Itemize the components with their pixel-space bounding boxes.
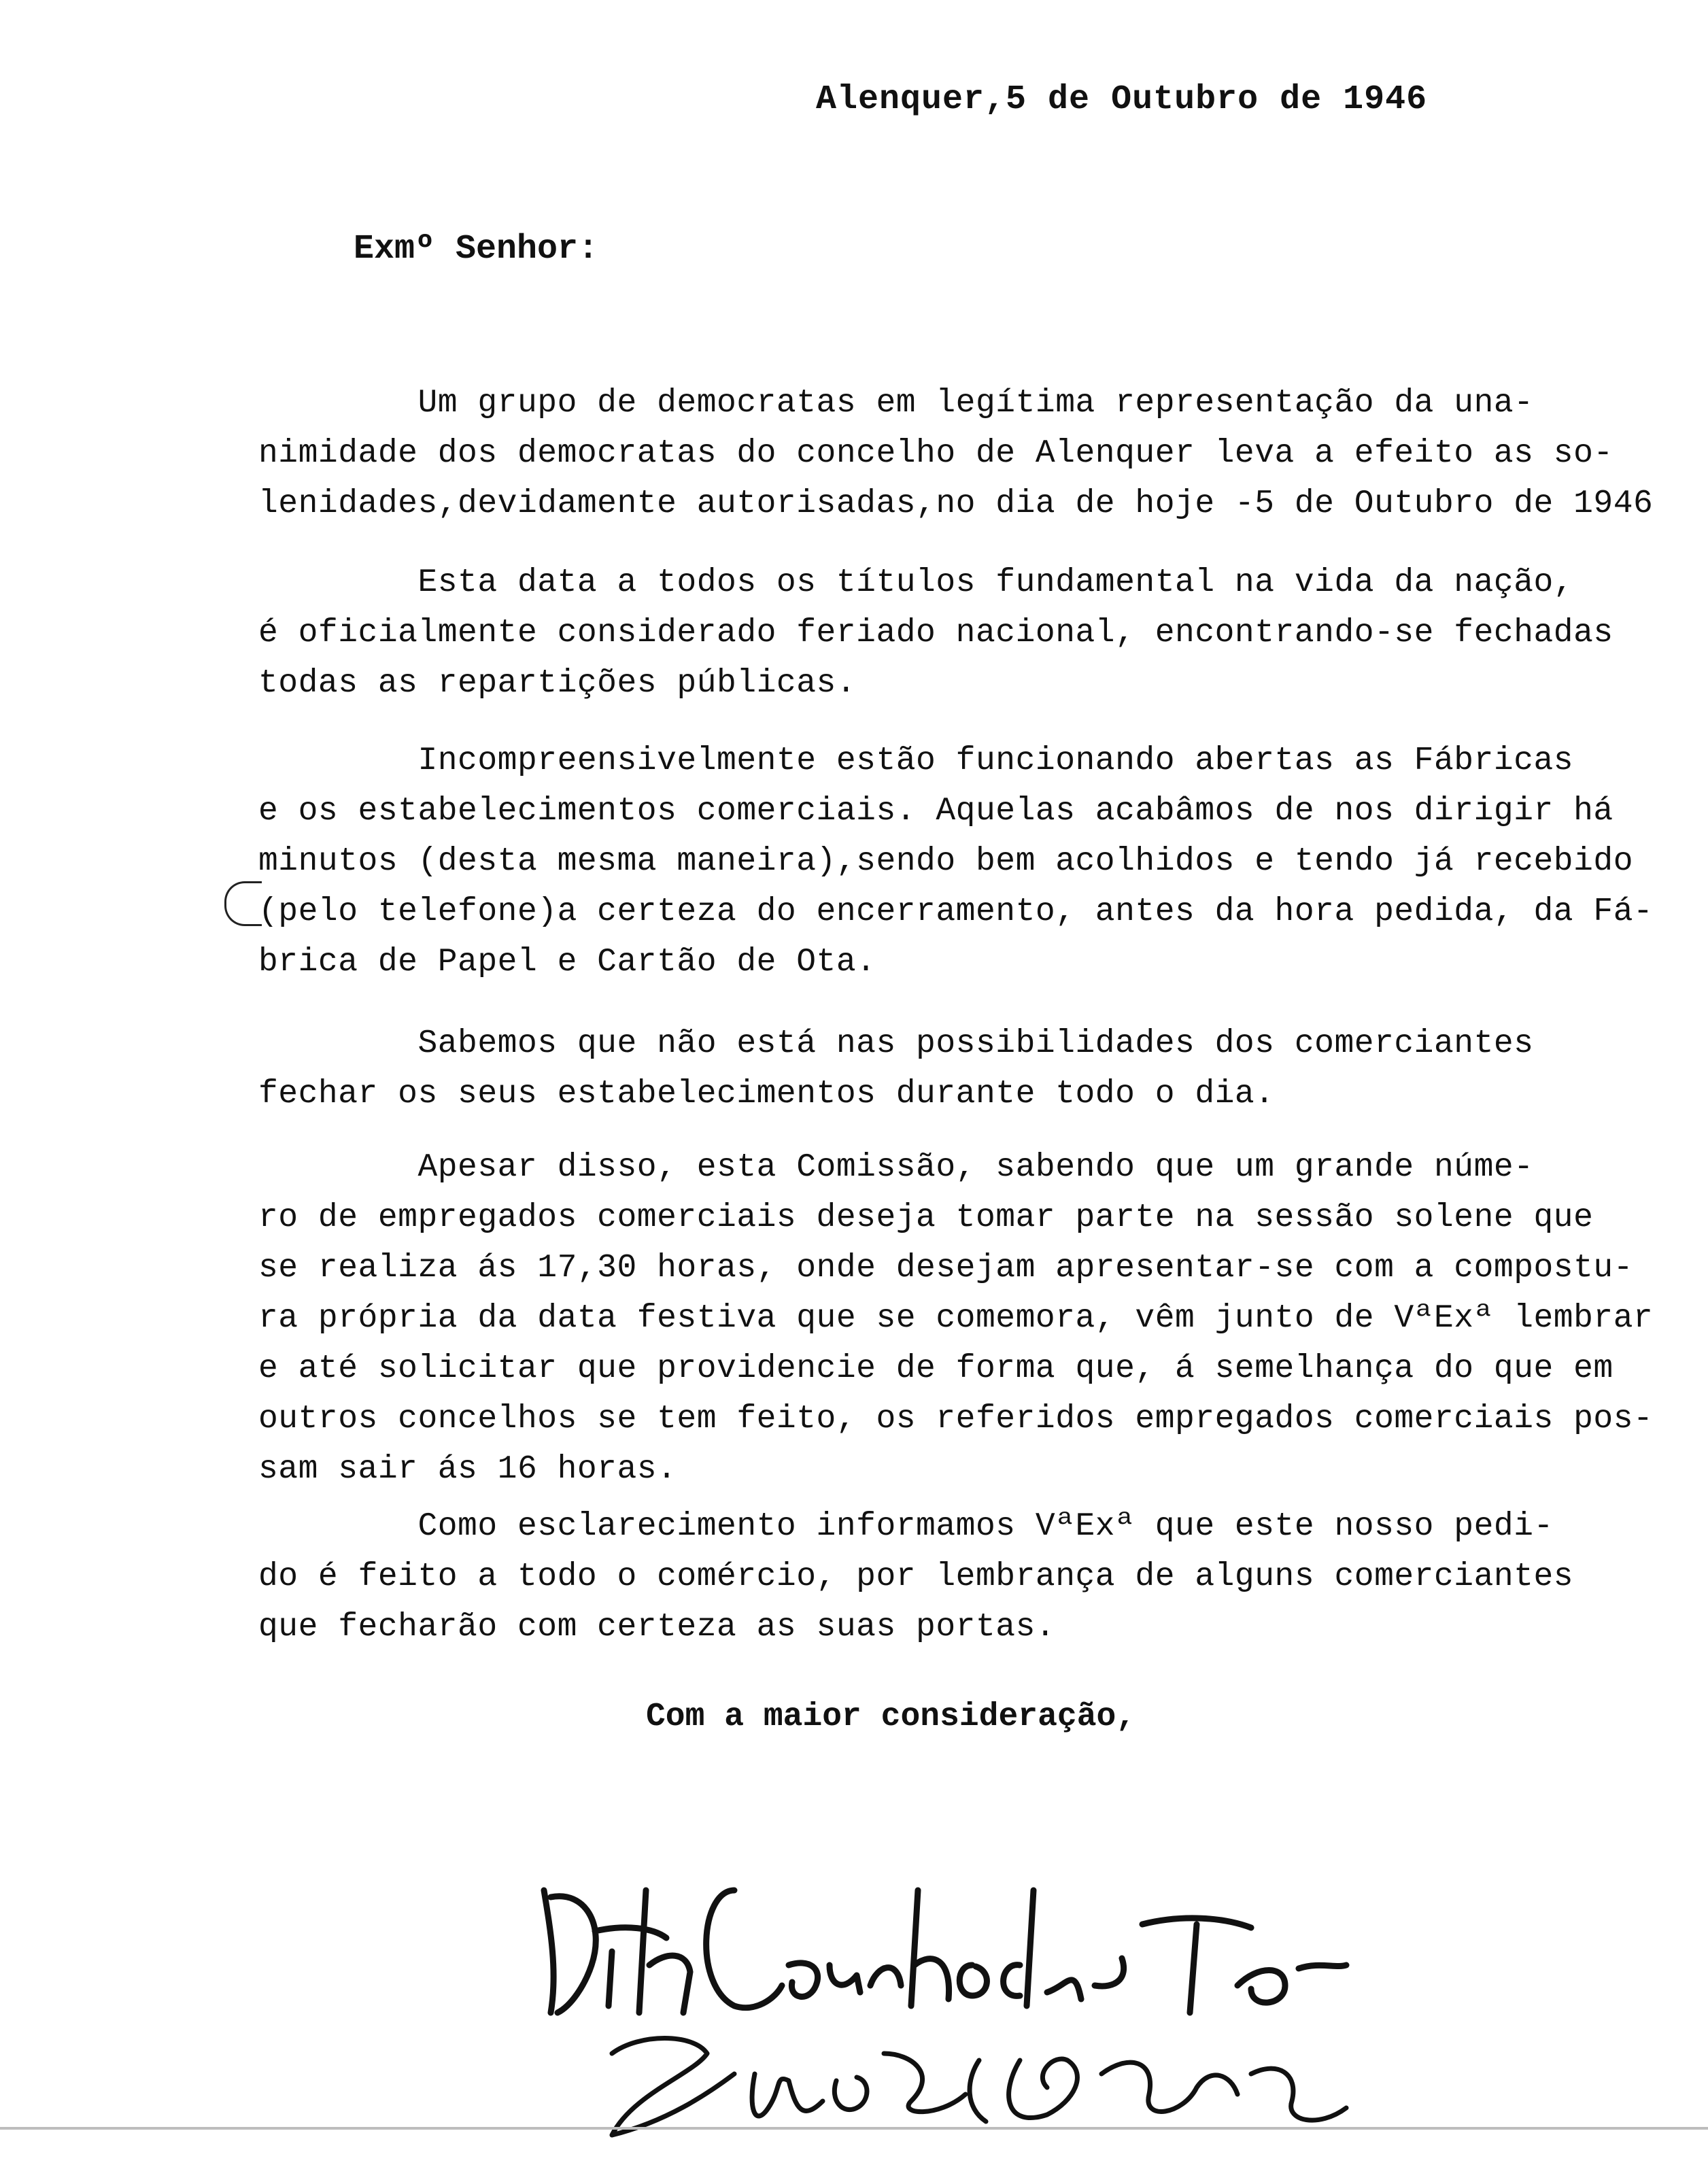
paragraph-line: Esta data a todos os títulos fundamental na vida da nação, [258,564,1574,601]
paragraph-line: todas as repartições públicas. [258,665,857,702]
signature-2 [612,2039,1346,2136]
paragraph-line: do é feito a todo o comércio, por lembrança de alguns comerciantes [258,1558,1574,1595]
handwritten-signatures [530,1849,1591,2149]
paragraph-line: é oficialmente considerado feriado nacional, encontrando-se fechadas [258,615,1613,651]
paragraph-line: Sabemos que não está nas possibilidades dos comerciantes [258,1025,1534,1062]
paragraph-5 [258,1142,1653,1495]
paragraph-line: e os estabelecimentos comerciais. Aquelas acabâmos de nos dirigir há [258,793,1613,830]
paragraph-line: Um grupo de democratas em legítima representação da una- [258,385,1534,422]
paragraph-line: minutos (desta mesma maneira),sendo bem acolhidos e tendo já recebido [258,843,1634,880]
paragraph-line: que fecharão com certeza as suas portas. [258,1609,1056,1646]
paragraph-3 [258,736,1653,987]
paragraph-line: fechar os seus estabelecimentos durante todo o dia. [258,1076,1275,1112]
paragraph-line: outros concelhos se tem feito, os referidos empregados comerciais pos- [258,1401,1654,1437]
closing: Com a maior consideração, [646,1699,1136,1735]
scan-edge-line [0,2127,1708,2130]
paragraph-line: nimidade dos democratas do concelho de Alenquer leva a efeito as so- [258,435,1613,472]
paragraph-2 [258,558,1613,709]
paragraph-line: se realiza ás 17,30 horas, onde desejam apresentar-se com a compostu- [258,1250,1634,1286]
paragraph-line: ra própria da data festiva que se comemora, vêm junto de VªExª lembrar [258,1300,1654,1337]
paragraph-4 [258,1019,1534,1119]
signature-1 [544,1890,1346,2013]
paragraph-line: Como esclarecimento informamos VªExª que este nosso pedi- [258,1508,1554,1545]
handwritten-bracket-mark [224,881,262,926]
salutation: Exmº Senhor: [354,230,599,269]
paragraph-line: Apesar disso, esta Comissão, sabendo que um grande núme- [258,1149,1534,1186]
paragraph-line: ro de empregados comerciais deseja tomar parte na sessão solene que [258,1199,1594,1236]
paragraph-line: Incompreensivelmente estão funcionando abertas as Fábricas [258,743,1574,779]
paragraph-line: e até solicitar que providencie de forma que, á semelhança do que em [258,1350,1613,1387]
paragraph-1 [258,378,1653,529]
dateline: Alenquer,5 de Outubro de 1946 [816,80,1428,119]
paragraph-line: sam sair ás 16 horas. [258,1451,677,1488]
paragraph-line: brica de Papel e Cartão de Ota. [258,944,876,981]
paragraph-line: (pelo telefone)a certeza do encerramento, antes da hora pedida, da Fá- [258,893,1654,930]
paragraph-line: lenidades,devidamente autorisadas,no dia de hoje -5 de Outubro de 1946 [258,485,1654,522]
paragraph-6 [258,1501,1573,1652]
